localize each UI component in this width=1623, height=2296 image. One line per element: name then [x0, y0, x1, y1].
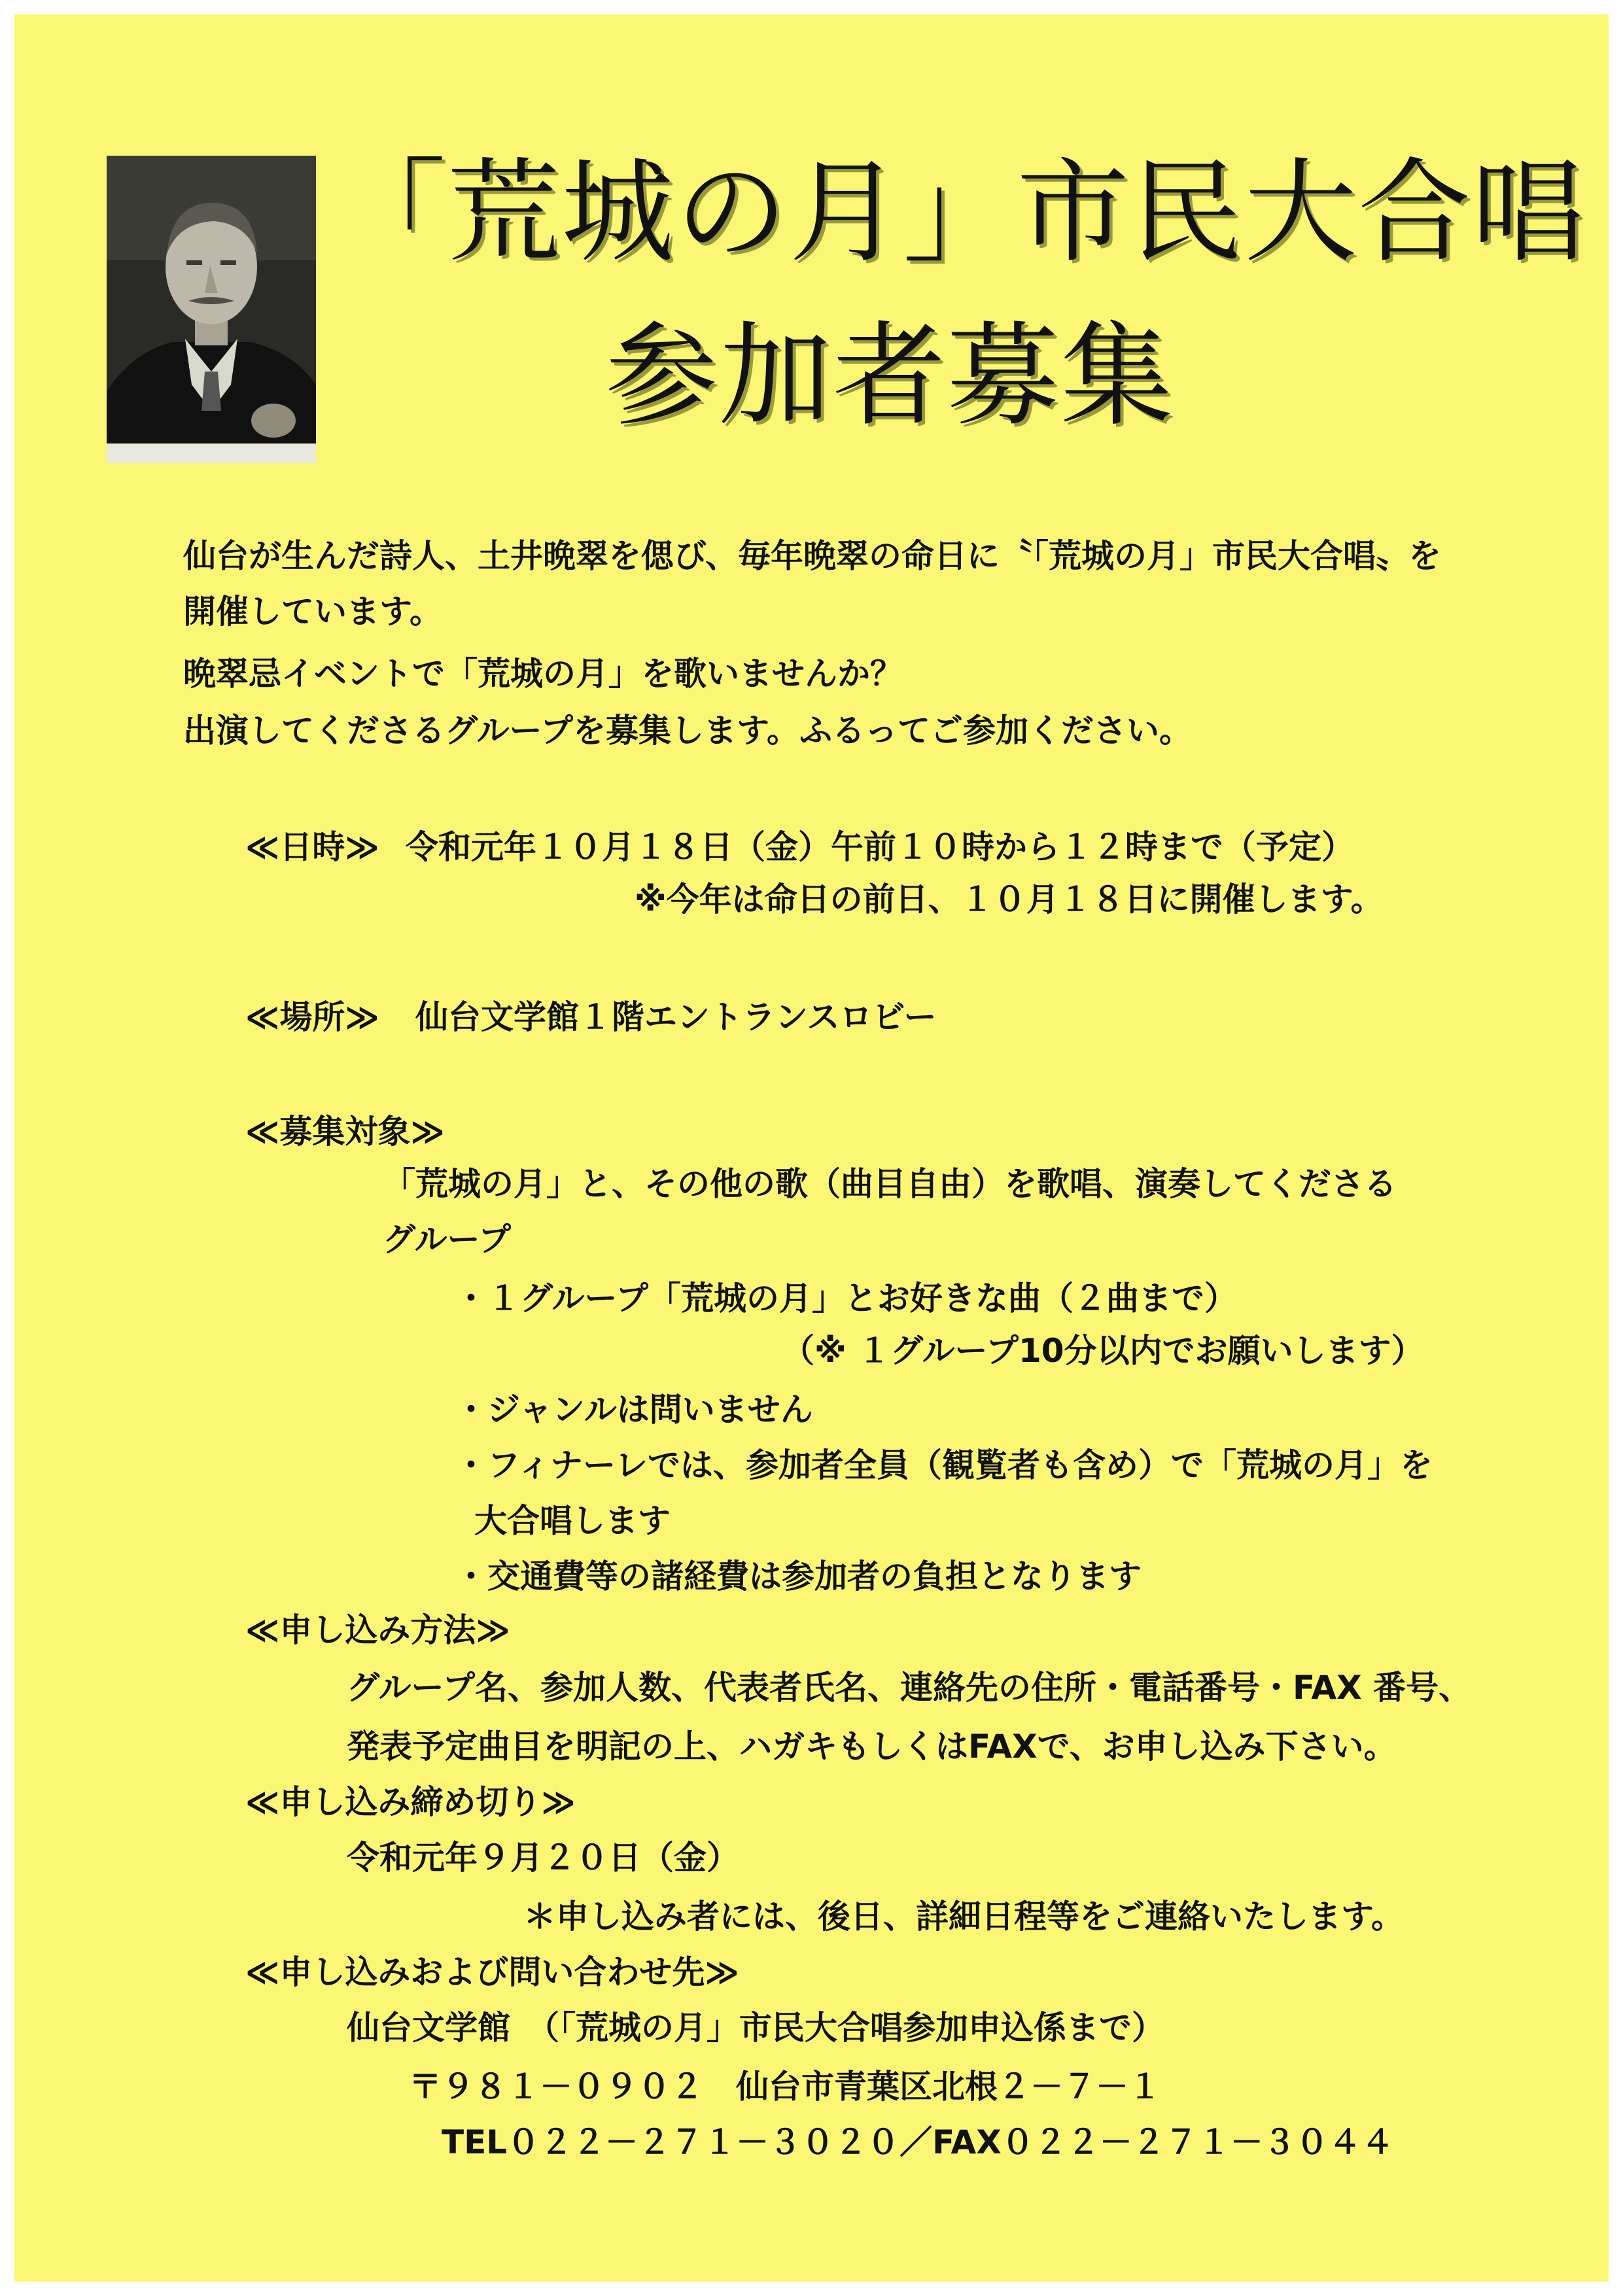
- datetime-label: ≪日時≫: [245, 828, 379, 866]
- target-label: ≪募集対象≫: [245, 1113, 445, 1151]
- contact-address: 〒９８１－０９０２ 仙台市青葉区北根２－７－１: [409, 2068, 1161, 2106]
- intro-line-2: 開催しています。: [183, 593, 442, 631]
- target-item-1-note: （※ １グループ10分以内でお願いします）: [782, 1332, 1424, 1370]
- target-item-3-cont: 大合唱します: [474, 1502, 671, 1540]
- contact-phone: TEL０２２－２７１－３０２０／FAX０２２－２７１－３０４４: [442, 2123, 1394, 2161]
- target-item-2: ・ジャンルは問いません: [455, 1391, 813, 1429]
- contact-label: ≪申し込みおよび問い合わせ先≫: [245, 1953, 739, 1991]
- venue-value: 仙台文学館１階エントランスロビー: [415, 998, 937, 1036]
- datetime-note: ※今年は命日の前日、１０月１８日に開催します。: [635, 880, 1384, 918]
- method-line-1: グループ名、参加人数、代表者氏名、連絡先の住所・電話番号・FAX 番号、: [347, 1669, 1472, 1707]
- portrait-photo: [107, 156, 316, 463]
- title-line-2: 参加者募集: [605, 310, 1174, 442]
- intro-line-3: 晩翠忌イベントで「荒城の月」を歌いませんか？: [183, 655, 903, 693]
- deadline-note: ＊申し込み者には、後日、詳細日程等をご連絡いたします。: [523, 1898, 1404, 1936]
- contact-org: 仙台文学館 （「荒城の月」市民大合唱参加申込係まで）: [347, 2009, 1164, 2047]
- deadline-label: ≪申し込み締め切り≫: [245, 1783, 576, 1821]
- method-label: ≪申し込み方法≫: [245, 1611, 510, 1649]
- target-desc-1: 「荒城の月」と、その他の歌（曲目自由）を歌唱、演奏してくださる: [383, 1165, 1397, 1203]
- intro-line-1: 仙台が生んだ詩人、土井晩翠を偲び、毎年晩翠の命日に〝「荒城の月」市民大合唱〟を: [183, 537, 1441, 575]
- venue-label: ≪場所≫: [245, 998, 379, 1036]
- title-line-1: 「荒城の月」市民大合唱: [334, 147, 1586, 278]
- target-item-3: ・フィナーレでは、参加者全員（観覧者も含め）で「荒城の月」を: [455, 1446, 1433, 1484]
- target-desc-2: グループ: [383, 1221, 511, 1259]
- intro-line-4: 出演してくださるグループを募集します。ふるってご参加ください。: [183, 712, 1192, 750]
- target-item-4: ・交通費等の諸経費は参加者の負担となります: [455, 1557, 1142, 1595]
- method-line-2: 発表予定曲目を明記の上、ハガキもしくはFAXで、お申し込み下さい。: [347, 1728, 1397, 1765]
- target-item-1: ・１グループ「荒城の月」とお好きな曲（２曲まで）: [455, 1279, 1237, 1317]
- deadline-value: 令和元年９月２０日（金）: [347, 1839, 739, 1877]
- datetime-value: 令和元年１０月１８日（金）午前１０時から１２時まで（予定）: [406, 828, 1354, 866]
